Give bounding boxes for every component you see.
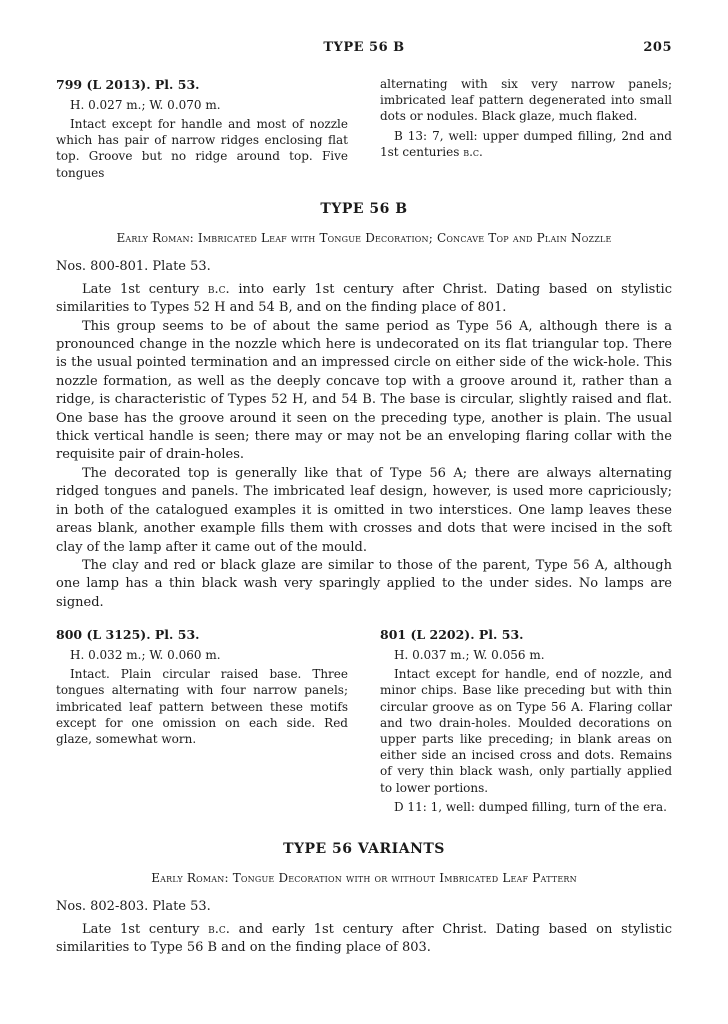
body-paragraph: Late 1st century b.c. into early 1st century after Christ. Dating based on stylistic similarities to Types 52 H and 54 B, and on the finding place of 801. bbox=[56, 281, 672, 316]
top-entry bbox=[56, 76, 672, 181]
catalogue-entry-801 bbox=[380, 626, 672, 815]
entry-description-799: Intact except for handle and most of nozzle which has pair of narrow ridges enclosing flat top. Groove but no ridge around top. Five tongues bbox=[56, 117, 348, 180]
catalogue-entry-800 bbox=[56, 626, 348, 815]
body-paragraph: This group seems to be of about the same period as Type 56 A, although there is a pronounced change in the nozzle which here is undecorated on its flat triangular top. There is the usual pointed termination and an impressed circle on either side of the wick-hole. This nozzle formation, as well as the deeply concave top with a groove around it, rather than a ridge, is characteristic of Types 52 H, and 54 B. The base is circular, slightly raised and flat. One base has the groove around it seen on the preceding type, another is plain. The usual thick vertical handle is seen; there may or may not be an enveloping flaring collar with the requisite pair of drain-holes. bbox=[56, 318, 672, 463]
entry-measurements-800: H. 0.032 m.; W. 0.060 m. bbox=[70, 648, 221, 663]
running-title: TYPE 56 B bbox=[323, 40, 405, 55]
entry-findspot-801: D 11: 1, well: dumped filling, turn of the era. bbox=[394, 799, 667, 814]
section-nos-type-56b: Nos. 800-801. Plate 53. bbox=[56, 258, 211, 274]
entry-measurements-799: H. 0.027 m.; W. 0.070 m. bbox=[70, 98, 221, 112]
section-title-type-56b: TYPE 56 B bbox=[320, 200, 408, 217]
body-paragraph: The decorated top is generally like that of Type 56 A; there are always alternating ridged tongues and panels. The imbricated leaf design, however, is used more capriciously; in both of the catalogued examples it is omitted in two interstices. One lamp leaves these areas blank, another example fills them with crosses and dots that were incised in the soft clay of the lamp after it came out of the mould. bbox=[56, 465, 672, 555]
section-title-type-56-variants: TYPE 56 VARIANTS bbox=[283, 840, 445, 857]
document-page bbox=[56, 40, 672, 958]
section-subtitle-type-56b: Early Roman: Imbricated Leaf with Tongue Decoration; Concave Top and Plain Nozzle bbox=[116, 230, 612, 245]
entry-heading-800: 800 (L 3125). Pl. 53. bbox=[56, 627, 200, 643]
running-head bbox=[56, 40, 672, 60]
page-number: 205 bbox=[643, 40, 672, 55]
era-abbreviation: b.c. bbox=[208, 921, 230, 937]
era-abbreviation: b.c. bbox=[463, 144, 483, 159]
entry-description-801: Intact except for handle, end of nozzle, and minor chips. Base like preceding but with thin circular groove as on Type 56 A. Flaring collar and two drain-holes. Moulded decorations on upper parts like preceding; in blank areas on either side an incised cross and dots. Remains of very thin black wash, only partially applied to lower portions. bbox=[380, 667, 672, 795]
top-entry-right-column bbox=[380, 76, 672, 181]
catalogue-entries bbox=[56, 626, 672, 815]
body-paragraph: Late 1st century b.c. and early 1st century after Christ. Dating based on stylistic similarities to Type 56 B and on the finding place of 803. bbox=[56, 921, 672, 956]
entry-heading-801: 801 (L 2202). Pl. 53. bbox=[380, 627, 524, 643]
entry-findspot-799: B 13: 7, well: upper dumped filling, 2nd and 1st centuries b.c. bbox=[380, 128, 672, 159]
entry-heading-799: 799 (L 2013). Pl. 53. bbox=[56, 77, 200, 92]
era-abbreviation: b.c. bbox=[207, 281, 230, 297]
entry-description-799-continued: alternating with six very narrow panels; imbricated leaf pattern degenerated into small dots or nodules. Black glaze, much flaked. bbox=[380, 77, 672, 124]
entry-measurements-801: H. 0.037 m.; W. 0.056 m. bbox=[394, 648, 545, 663]
body-paragraph: The clay and red or black glaze are similar to those of the parent, Type 56 A, although one lamp has a thin black wash very sparingly applied to the under sides. No lamps are signed. bbox=[56, 557, 672, 610]
section-nos-type-56-variants: Nos. 802-803. Plate 53. bbox=[56, 898, 211, 914]
top-entry-left-column bbox=[56, 76, 348, 181]
entry-description-800: Intact. Plain circular raised base. Three tongues alternating with four narrow panels; imbricated leaf pattern between these motifs except for one omission on each side. Red glaze, somewhat worn. bbox=[56, 667, 348, 746]
section-subtitle-type-56-variants: Early Roman: Tongue Decoration with or without Imbricated Leaf Pattern bbox=[151, 870, 577, 885]
